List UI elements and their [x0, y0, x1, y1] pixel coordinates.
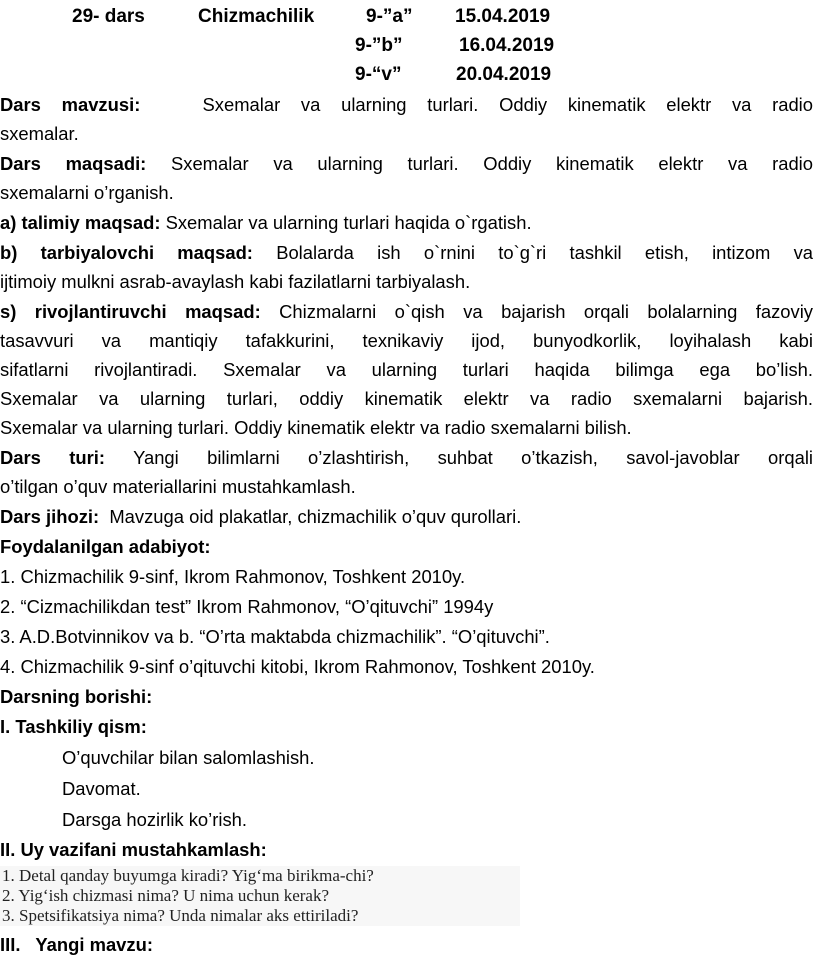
developmental-goal-label: s) rivojlantiruvchi maqsad:: [0, 301, 261, 322]
goal-line-1: [0, 149, 813, 178]
lesson-type-text: Yangi bilimlarni o’zlashtirish, suhbat o’tkazish, savol-javoblar orqali: [133, 447, 813, 468]
topic-line-2: sxemalar.: [0, 123, 79, 144]
homework-question-2: 2. Yig‘ish chizmasi nima? U nima uchun kerak?: [2, 886, 330, 905]
topic-line-1: [0, 90, 813, 119]
new-topic-heading: III. Yangi mavzu:: [0, 934, 153, 955]
lesson-type-line-1: [0, 443, 813, 472]
upbringing-goal-label: b) tarbiyalovchi maqsad:: [0, 242, 253, 263]
organizational-item-1: O’quvchilar bilan salomlashish.: [62, 747, 315, 768]
educational-goal-label: a) talimiy maqsad:: [0, 212, 161, 233]
developmental-goal-line-1: [0, 297, 813, 326]
literature-item-2: 2. “Cizmachilikdan test” Ikrom Rahmonov, “O’qituvchi” 1994y: [0, 596, 494, 617]
literature-item-4: 4. Chizmachilik 9-sinf o’qituvchi kitobi, Ikrom Rahmonov, Toshkent 2010y.: [0, 656, 595, 677]
developmental-goal-line-4: Sxemalar va ularning turlari, oddiy kinematik elektr va radio sxemalarni bajarish.: [0, 388, 813, 409]
date-a: 15.04.2019: [455, 6, 551, 27]
class-b: 9-”b”: [355, 35, 403, 56]
goal-line-2: sxemalarni o’rganish.: [0, 182, 174, 203]
date-b: 16.04.2019: [459, 35, 555, 56]
homework-heading: II. Uy vazifani mustahkamlash:: [0, 839, 267, 860]
class-v: 9-“v”: [355, 64, 402, 85]
lesson-equipment-label: Dars jihozi:: [0, 506, 100, 527]
topic-text: Sxemalar va ularning turlari. Oddiy kinematik elektr va radio: [202, 94, 814, 115]
class-a: 9-”a”: [366, 6, 413, 27]
educational-goal: [0, 208, 532, 237]
organizational-item-3: Darsga hozirlik ko’rish.: [62, 809, 247, 830]
organizational-part-heading: I. Tashkiliy qism:: [0, 716, 147, 737]
educational-goal-text: Sxemalar va ularning turlari haqida o`rgatish.: [165, 212, 532, 233]
homework-question-3: 3. Spetsifikatsiya nima? Unda nimalar aks ettiriladi?: [2, 906, 359, 925]
developmental-goal-text: Chizmalarni o`qish va bajarish orqali bolalarning fazoviy: [279, 301, 813, 322]
goal-label: Dars maqsadi:: [0, 153, 147, 174]
homework-question-1: 1. Detal qanday buyumga kiradi? Yig‘ma birikma-chi?: [2, 866, 374, 885]
literature-item-1: 1. Chizmachilik 9-sinf, Ikrom Rahmonov, Toshkent 2010y.: [0, 566, 466, 587]
literature-heading: Foydalanilgan adabiyot:: [0, 536, 211, 557]
lesson-type-line-2: o’tilgan o’quv materiallarini mustahkamlash.: [0, 476, 356, 497]
upbringing-goal-text: Bolalarda ish o`rnini to`g`ri tashkil etish, intizom va: [276, 242, 813, 263]
lesson-flow-heading: Darsning borishi:: [0, 686, 153, 707]
lesson-number: 29- dars: [72, 6, 145, 27]
goal-text: Sxemalar va ularning turlari. Oddiy kinematik elektr va radio: [170, 153, 813, 174]
developmental-goal-line-2: tasavvuri va mantiqiy tafakkurini, texnikaviy ijod, bunyodkorlik, loyihalash kabi: [0, 330, 813, 351]
literature-item-3: 3. A.D.Botvinnikov va b. “O’rta maktabda chizmachilik”. “O’qituvchi”.: [0, 626, 550, 647]
homework-questions-scan: [0, 866, 520, 926]
organizational-item-2: Davomat.: [62, 778, 141, 799]
developmental-goal-line-3: sifatlarni rivojlantiradi. Sxemalar va ularning turlari haqida bilimga ega bo’lish.: [0, 359, 813, 380]
developmental-goal-line-5: Sxemalar va ularning turlari. Oddiy kinematik elektr va radio sxemalarni bilish.: [0, 417, 632, 438]
upbringing-goal-line-1: [0, 238, 813, 267]
lesson-equipment: [0, 502, 521, 531]
lesson-equipment-text: Mavzuga oid plakatlar, chizmachilik o’quv qurollari.: [109, 506, 522, 527]
subject-name: Chizmachilik: [198, 6, 315, 27]
topic-label: Dars mavzusi:: [0, 94, 141, 115]
date-v: 20.04.2019: [456, 64, 552, 85]
upbringing-goal-line-2: ijtimoiy mulkni asrab-avaylash kabi fazilatlarni tarbiyalash.: [0, 271, 471, 292]
lesson-type-label: Dars turi:: [0, 447, 106, 468]
